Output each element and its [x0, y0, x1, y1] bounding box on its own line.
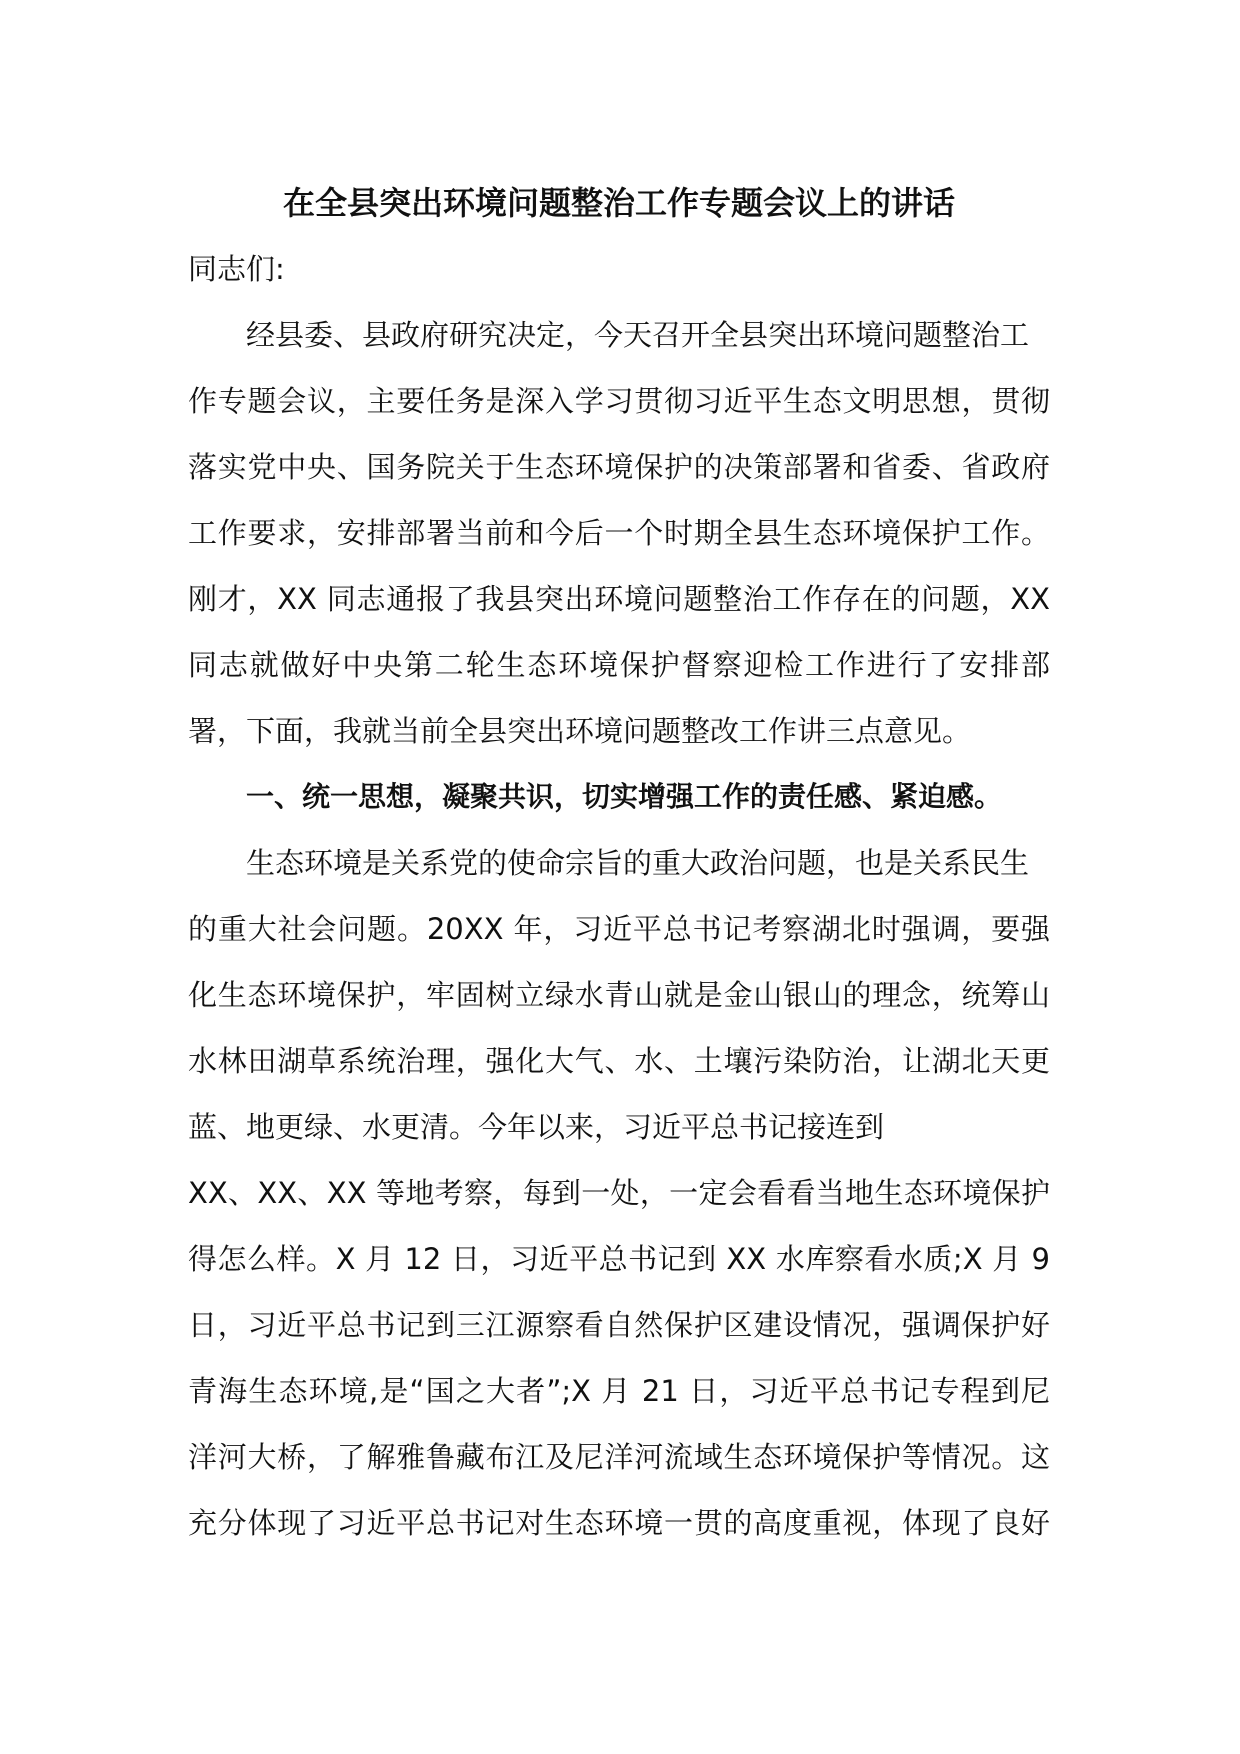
text-line: 得怎么样。X 月 12 日，习近平总书记到 XX 水库察看水质;X 月 9	[188, 1242, 1050, 1276]
text-line: 充分体现了习近平总书记对生态环境一贯的高度重视，体现了良好	[188, 1506, 1050, 1540]
text-line: 日，习近平总书记到三江源察看自然保护区建设情况，强调保护好	[188, 1308, 1050, 1342]
text-line: 署，下面，我就当前全县突出环境问题整改工作讲三点意见。	[188, 714, 972, 748]
text-line: 青海生态环境,是“国之大者”;X 月 21 日，习近平总书记专程到尼	[188, 1374, 1050, 1408]
text-line: 生态环境是关系党的使命宗旨的重大政治问题，也是关系民生	[246, 846, 1030, 880]
text-line: 洋河大桥，了解雅鲁藏布江及尼洋河流域生态环境保护等情况。这	[188, 1440, 1050, 1474]
text-line: 化生态环境保护，牢固树立绿水青山就是金山银山的理念，统筹山	[188, 978, 1050, 1012]
paragraph-intro	[188, 302, 1050, 764]
text-line: 经县委、县政府研究决定，今天召开全县突出环境问题整治工	[246, 318, 1030, 352]
section-heading-text: 一、统一思想，凝聚共识，切实增强工作的责任感、紧迫感。	[246, 780, 1003, 813]
document-title: 在全县突出环境问题整治工作专题会议上的讲话	[282, 184, 955, 222]
text-line: 工作要求，安排部署当前和今后一个时期全县生态环境保护工作。	[188, 516, 1050, 550]
salutation: 同志们:	[188, 252, 285, 286]
text-line: 蓝、地更绿、水更清。今年以来，习近平总书记接连到	[188, 1110, 885, 1144]
section-heading-1	[188, 764, 1050, 830]
document-page	[188, 170, 1050, 1556]
text-line: 同志就做好中央第二轮生态环境保护督察迎检工作进行了安排部	[188, 648, 1050, 682]
text-line: 作专题会议，主要任务是深入学习贯彻习近平生态文明思想，贯彻	[188, 384, 1050, 418]
text-line: 水林田湖草系统治理，强化大气、水、土壤污染防治，让湖北天更	[188, 1044, 1050, 1078]
text-line: 的重大社会问题。20XX 年，习近平总书记考察湖北时强调，要强	[188, 912, 1050, 946]
text-line: XX、XX、XX 等地考察，每到一处，一定会看看当地生态环境保护	[188, 1176, 1050, 1210]
text-line: 刚才，XX 同志通报了我县突出环境问题整治工作存在的问题，XX	[188, 582, 1050, 616]
paragraph-section-1	[188, 830, 1050, 1556]
text-line: 落实党中央、国务院关于生态环境保护的决策部署和省委、省政府	[188, 450, 1050, 484]
